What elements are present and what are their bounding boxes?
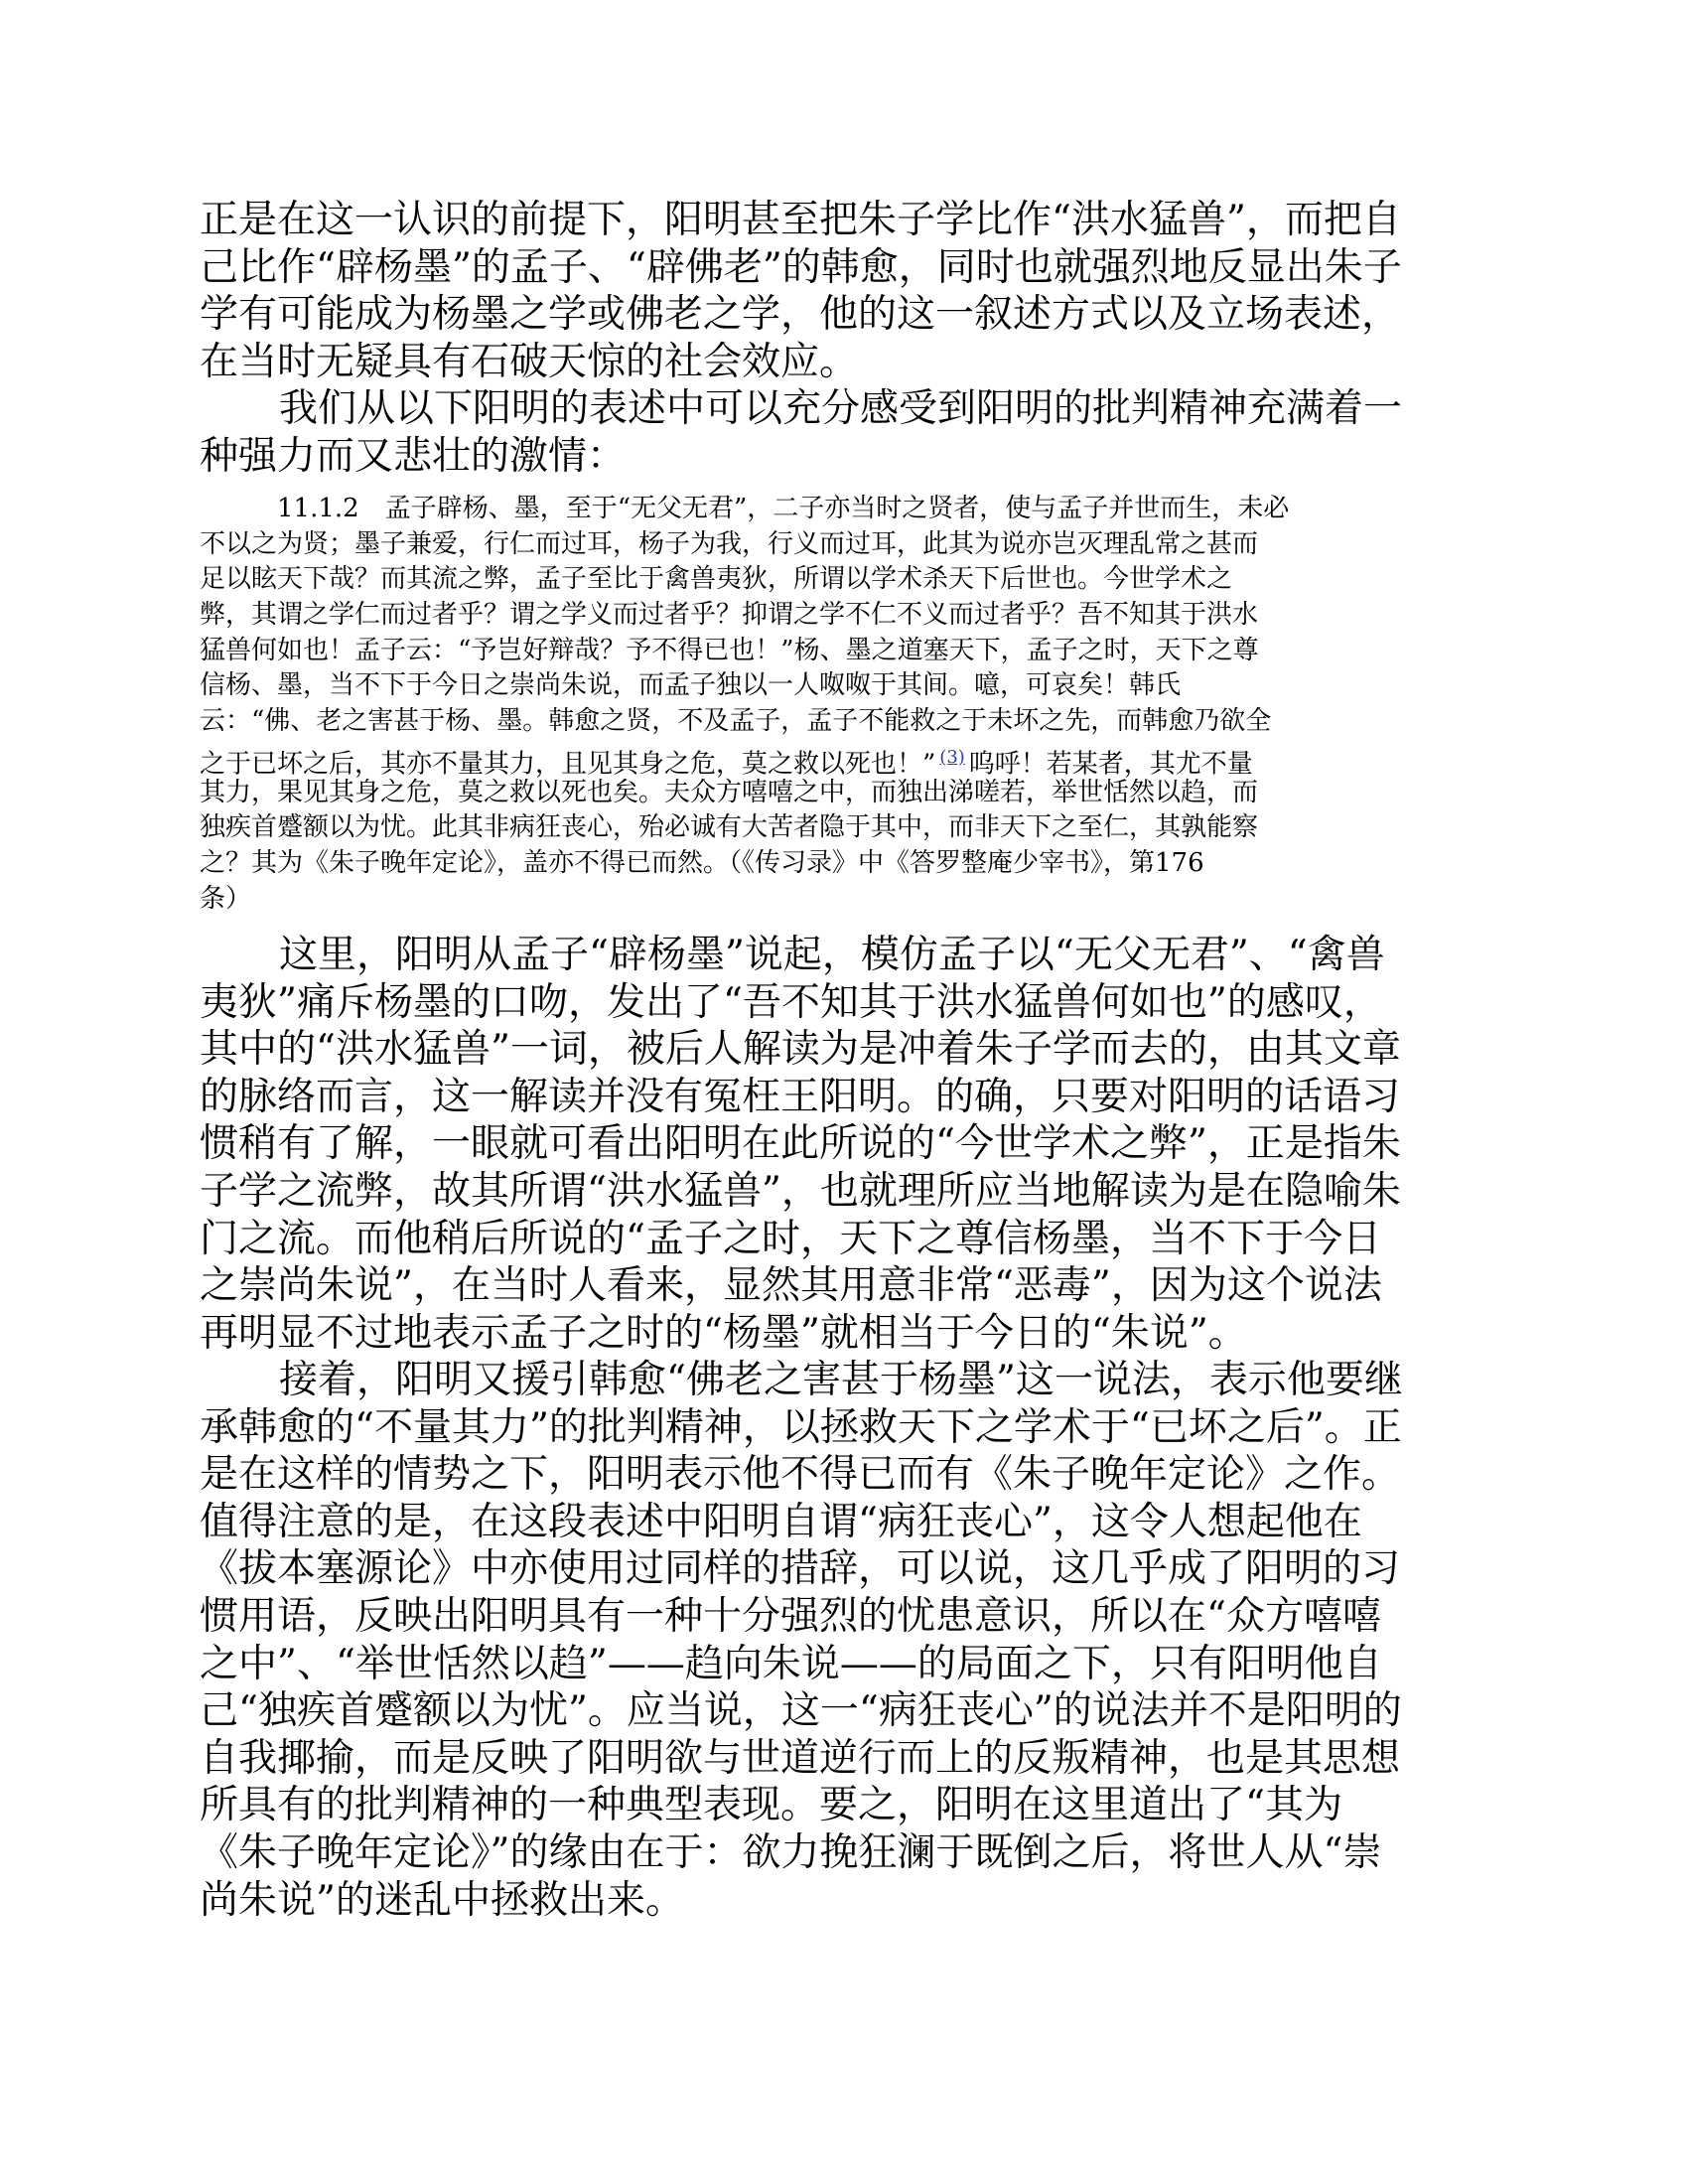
- text-line: 惯稍有了解，一眼就可看出阳明在此所说的“今世学术之弊”，正是指朱: [200, 1121, 1401, 1167]
- quote-line: 不以之为贤；墨子兼爱，行仁而过耳，杨子为我，行义而过耳，此其为说亦岂灭理乱常之甚而: [200, 528, 1259, 559]
- text-line: 尚朱说”的迷乱中拯救出来。: [200, 1877, 684, 1923]
- text-line: 夷狄”痛斥杨墨的口吻，发出了“吾不知其于洪水猛兽何如也”的感叹，: [200, 979, 1382, 1025]
- text-line: 值得注意的是，在这段表述中阳明自谓“病狂丧心”，这令人想起他在: [200, 1499, 1362, 1544]
- text-line: 自我揶揄，而是反映了阳明欲与世道逆行而上的反叛精神，也是其思想: [200, 1735, 1401, 1781]
- quote-line: 其力，果见其身之危，莫之救以死也矣。夫众方嘻嘻之中，而独出涕嗟若，举世恬然以趋，而: [200, 777, 1259, 807]
- text-line: 门之流。而他稍后所说的“孟子之时，天下之尊信杨墨，当不下于今日: [200, 1216, 1381, 1261]
- text-line: 是在这样的情势之下，阳明表示他不得已而有《朱子晚年定论》之作。: [200, 1452, 1401, 1498]
- text-line: 所具有的批判精神的一种典型表现。要之，阳明在这里道出了“其为: [200, 1783, 1342, 1828]
- text-line: 己“独疾首蹙额以为忧”。应当说，这一“病狂丧心”的说法并不是阳明的: [200, 1688, 1402, 1734]
- text-line: 种强力而又悲壮的激情：: [200, 433, 627, 479]
- quote-line: 足以眩天下哉？而其流之弊，孟子至比于禽兽夷狄，所谓以学术杀天下后世也。今世学术之: [200, 564, 1233, 595]
- text-line: 子学之流弊，故其所谓“洪水猛兽”，也就理所应当地解读为是在隐喻朱: [200, 1168, 1401, 1214]
- text-line: 接着，阳明又援引韩愈“佛老之害甚于杨墨”这一说法，表示他要继: [279, 1358, 1403, 1402]
- text-line: 我们从以下阳明的表述中可以充分感受到阳明的批判精神充满着一: [279, 386, 1403, 431]
- paragraph-2: [200, 385, 1471, 480]
- quote-text: 呜呼！若某者，其尤不量: [968, 749, 1253, 780]
- paragraph-1: [200, 197, 1471, 385]
- quote-line: 11.1.2 孟子辟杨、墨，至于“无父无君”，二子亦当时之贤者，使与孟子并世而生，未必: [277, 494, 1290, 523]
- text-line: 己比作“辟杨墨”的孟子、“辟佛老”的韩愈，同时也就强烈地反显出朱子: [200, 244, 1402, 290]
- quote-line: 条）: [200, 883, 252, 914]
- paragraph-3: [200, 932, 1471, 1357]
- text-line: 正是在这一认识的前提下，阳明甚至把朱子学比作“洪水猛兽”，而把自: [200, 198, 1401, 242]
- quote-line: [200, 740, 1471, 780]
- text-line: 惯用语，反映出阳明具有一种十分强烈的忧患意识，所以在“众方嘻嘻: [200, 1593, 1381, 1639]
- quote-text: 之于已坏之后，其亦不量其力，且见其身之危，莫之救以死也！”: [200, 749, 936, 780]
- text-line: 在当时无疑具有石破天惊的社会效应。: [200, 339, 859, 384]
- text-line: 学有可能成为杨墨之学或佛老之学，他的这一叙述方式以及立场表述，: [200, 292, 1401, 338]
- quote-line: 猛兽何如也！孟子云：“予岂好辩哉？予不得已也！”杨、墨之道塞天下，孟子之时，天下之尊: [200, 635, 1259, 665]
- quote-line: 云：“佛、老之害甚于杨、墨。韩愈之贤，不及孟子，孟子不能救之于未坏之先，而韩愈乃欲全: [200, 706, 1272, 737]
- text-line: 的脉络而言，这一解读并没有冤枉王阳明。的确，只要对阳明的话语习: [200, 1074, 1401, 1119]
- block-quote: [200, 492, 1471, 917]
- quote-line: 弊，其谓之学仁而过者乎？谓之学义而过者乎？抑谓之学不仁不义而过者乎？吾不知其于洪水: [200, 600, 1259, 631]
- quote-line: 之？其为《朱子晚年定论》，盖亦不得已而然。（《传习录》中《答罗整庵少宰书》，第176: [200, 847, 1204, 878]
- text-line: 之中”、“举世恬然以趋”——趋向朱说——的局面之下，只有阳明他自: [200, 1641, 1382, 1686]
- quote-line: 信杨、墨，当不下于今日之崇尚朱说，而孟子独以一人呶呶于其间。噫，可哀矣！韩氏: [200, 670, 1182, 701]
- text-line: 《拔本塞源论》中亦使用过同样的措辞，可以说，这几乎成了阳明的习: [200, 1546, 1401, 1592]
- text-line: 再明显不过地表示孟子之时的“杨墨”就相当于今日的“朱说”。: [200, 1310, 1247, 1356]
- text-line: 其中的“洪水猛兽”一词，被后人解读为是冲着朱子学而去的，由其文章: [200, 1027, 1401, 1073]
- paragraph-4: [200, 1357, 1471, 1924]
- text-line: 这里，阳明从孟子“辟杨墨”说起，模仿孟子以“无父无君”、“禽兽: [279, 933, 1385, 977]
- quote-line: 独疾首蹙额以为忧。此其非病狂丧心，殆必诚有大苦者隐于其中，而非天下之至仁，其孰能察: [200, 812, 1259, 843]
- text-line: 承韩愈的“不量其力”的批判精神，以拯救天下之学术于“已坏之后”。正: [200, 1404, 1402, 1450]
- footnote-link[interactable]: (3): [939, 746, 965, 768]
- text-line: 之崇尚朱说”，在当时人看来，显然其用意非常“恶毒”，因为这个说法: [200, 1263, 1382, 1309]
- text-line: 《朱子晚年定论》”的缘由在于：欲力挽狂澜于既倒之后，将世人从“崇: [200, 1829, 1382, 1875]
